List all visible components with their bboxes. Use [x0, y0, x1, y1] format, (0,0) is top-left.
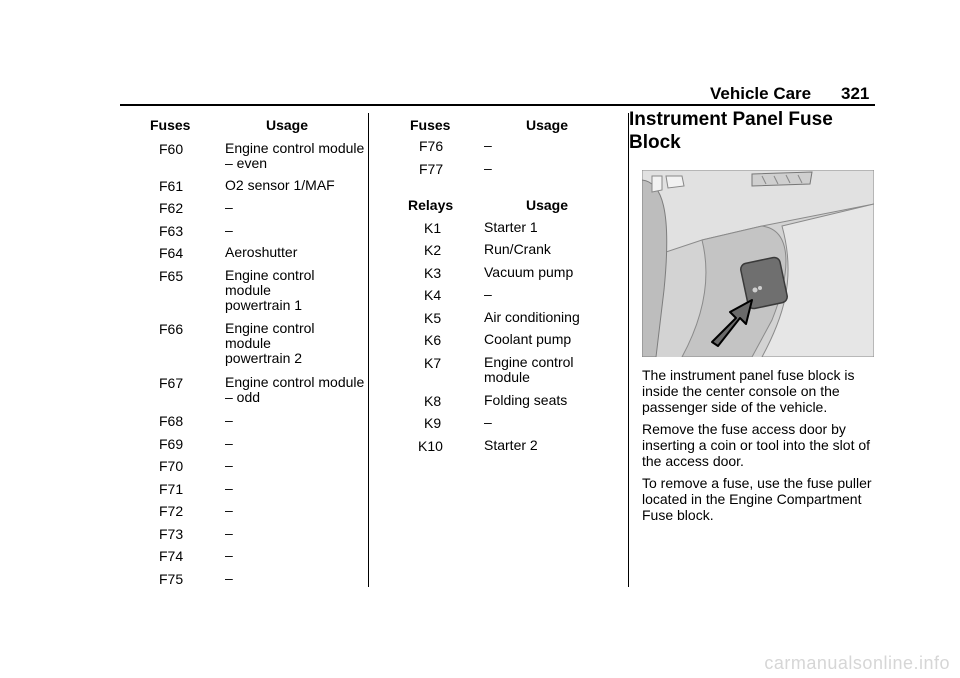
table1-row-usage: Engine control module powertrain 1 — [225, 267, 315, 313]
table1-header-usage: Usage — [266, 117, 309, 133]
table1-row-usage: – — [225, 435, 233, 451]
table1-row-usage: – — [225, 570, 233, 586]
paragraph-location: The instrument panel fuse block is inside the center console on the passenger side of the vehicle. — [642, 367, 855, 415]
table1-row-usage: – — [225, 525, 233, 541]
table1-row-usage: O2 sensor 1/MAF — [225, 177, 335, 193]
table1-row-code: F69 — [159, 436, 184, 452]
table3-row-usage: Run/Crank — [484, 241, 551, 257]
table2-header-usage: Usage — [526, 117, 569, 133]
table3-row-usage: Coolant pump — [484, 331, 572, 347]
section-title: Vehicle Care — [710, 84, 812, 103]
table3-row-code: K1 — [424, 220, 442, 236]
table1-row-code: F66 — [159, 321, 184, 337]
table1-row-code: F75 — [159, 571, 184, 587]
table1-row-code: F72 — [159, 503, 184, 519]
column-divider-right — [628, 113, 629, 587]
table1-row-usage: – — [225, 457, 233, 473]
table3-row-usage: Folding seats — [484, 392, 568, 408]
table3-header-relays: Relays — [408, 197, 454, 213]
table3-row-code: K10 — [418, 438, 443, 454]
table2-row-usage: – — [484, 137, 492, 153]
table1-row-code: F65 — [159, 268, 184, 284]
table2-row-code: F77 — [419, 161, 444, 177]
table3-row-code: K8 — [424, 393, 442, 409]
table1-row-usage: – — [225, 222, 233, 238]
table3-row-code: K2 — [424, 242, 442, 258]
table1-row-code: F61 — [159, 178, 184, 194]
table1-row-code: F67 — [159, 375, 184, 391]
table3-row-usage: Air conditioning — [484, 309, 580, 325]
footer-watermark: carmanualsonline.info — [764, 653, 950, 673]
header-divider — [120, 104, 875, 106]
page-number: 321 — [841, 84, 870, 103]
table1-row-usage: – — [225, 502, 233, 518]
table3-row-code: K9 — [424, 415, 442, 431]
paragraph-fuse-puller: To remove a fuse, use the fuse puller located in the Engine Compartment Fuse block. — [642, 475, 872, 523]
fuse-block-drawing — [642, 170, 874, 357]
table1-row-code: F74 — [159, 548, 184, 564]
table3-row-usage: Engine control module — [484, 354, 574, 385]
table2-header-fuses: Fuses — [410, 117, 451, 133]
table2-row-code: F76 — [419, 138, 444, 154]
fuse-block-illustration — [642, 170, 874, 357]
table3-row-usage: – — [484, 414, 492, 430]
table1-row-usage: – — [225, 412, 233, 428]
table3-row-code: K6 — [424, 332, 442, 348]
table3-row-usage: – — [484, 286, 492, 302]
table3-row-usage: Starter 1 — [484, 219, 538, 235]
table1-row-usage: – — [225, 480, 233, 496]
table1-row-code: F62 — [159, 200, 184, 216]
column-divider-left — [368, 113, 369, 587]
table1-row-usage: Engine control module – even — [225, 140, 365, 171]
table1-row-code: F64 — [159, 245, 184, 261]
table3-row-usage: Starter 2 — [484, 437, 538, 453]
table1-row-usage: Aeroshutter — [225, 244, 298, 260]
paragraph-remove-door: Remove the fuse access door by inserting a coin or tool into the slot of the access door. — [642, 421, 871, 469]
table1-row-code: F70 — [159, 458, 184, 474]
table3-row-code: K7 — [424, 355, 442, 371]
table1-row-code: F63 — [159, 223, 184, 239]
table3-header-usage: Usage — [526, 197, 569, 213]
table1-row-usage: – — [225, 547, 233, 563]
table1-row-usage: – — [225, 199, 233, 215]
table3-row-code: K4 — [424, 287, 442, 303]
section-heading: Instrument Panel Fuse Block — [629, 109, 833, 153]
table1-row-code: F71 — [159, 481, 184, 497]
table1-row-usage: Engine control module – odd — [225, 374, 365, 405]
table3-row-code: K3 — [424, 265, 442, 281]
table1-row-usage: Engine control module powertrain 2 — [225, 320, 315, 366]
table3-row-usage: Vacuum pump — [484, 264, 574, 280]
table1-row-code: F73 — [159, 526, 184, 542]
table1-header-fuses: Fuses — [150, 117, 191, 133]
table2-row-usage: – — [484, 160, 492, 176]
table1-row-code: F68 — [159, 413, 184, 429]
table1-row-code: F60 — [159, 141, 184, 157]
table3-row-code: K5 — [424, 310, 442, 326]
